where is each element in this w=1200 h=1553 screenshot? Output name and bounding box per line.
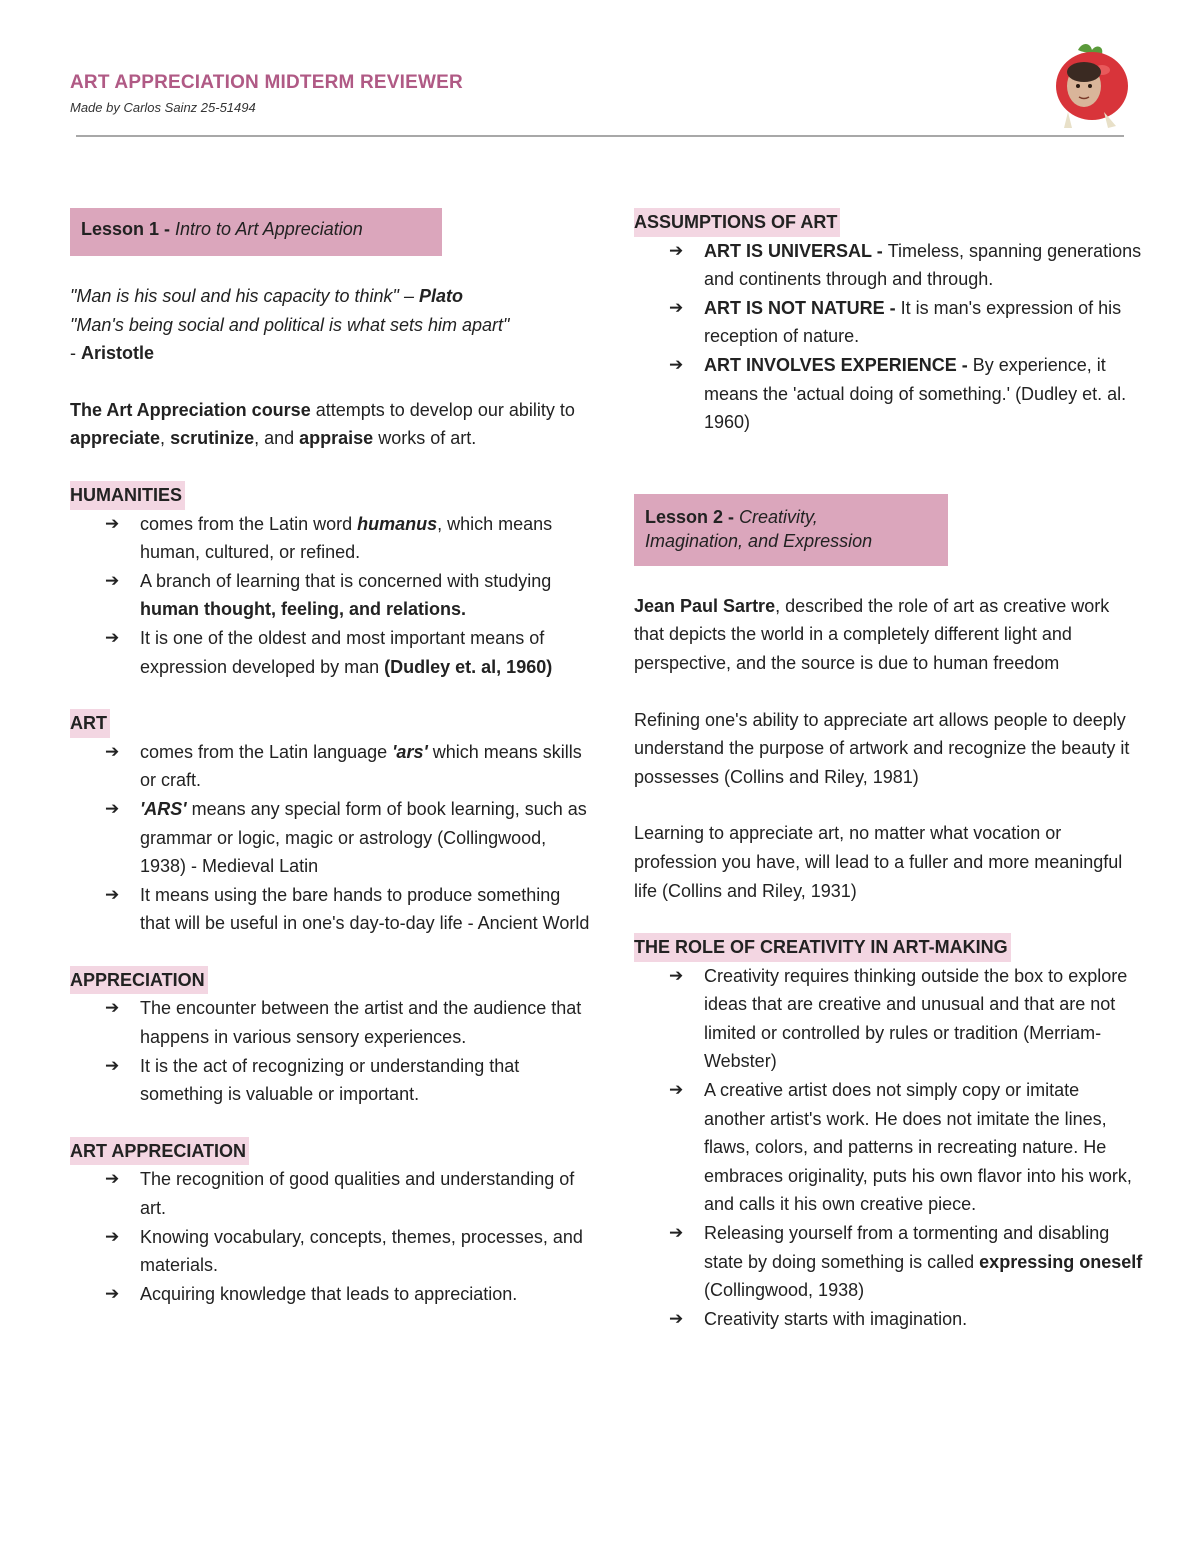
arrow-right-icon: ➔ <box>105 1283 120 1303</box>
list-item <box>105 738 590 795</box>
header-divider <box>76 135 1124 137</box>
creativity-list <box>634 962 1144 1334</box>
keyword: human thought, feeling, and relations. <box>140 599 467 620</box>
list-item <box>105 510 590 567</box>
keyword: 'ars' <box>392 741 428 762</box>
art-appreciation-list <box>70 1165 590 1308</box>
document-author: Made by Carlos Sainz 25-51494 <box>70 100 256 115</box>
arrow-right-icon: ➔ <box>105 627 120 647</box>
section-heading-humanities: HUMANITIES <box>70 481 185 510</box>
text-span: , <box>160 428 171 449</box>
lesson-number: Lesson 2 - <box>645 506 740 527</box>
section-heading-creativity: THE ROLE OF CREATIVITY IN ART-MAKING <box>634 933 1011 962</box>
text-span: Knowing vocabulary, concepts, themes, processes, and materials. <box>140 1226 583 1276</box>
arrow-right-icon: ➔ <box>669 1308 684 1328</box>
arrow-right-icon: ➔ <box>669 240 684 260</box>
section-heading-art-appreciation: ART APPRECIATION <box>70 1137 249 1166</box>
list-item <box>669 294 1144 351</box>
arrow-right-icon: ➔ <box>105 741 120 761</box>
quote-author: Aristotle <box>81 343 155 364</box>
arrow-right-icon: ➔ <box>105 998 120 1018</box>
lesson-title: Creativity, <box>739 506 818 527</box>
quote-text: "Man is his soul and his capacity to think" – <box>70 286 419 306</box>
assumptions-list <box>634 237 1144 437</box>
keyword: humanus <box>357 513 438 534</box>
text-span: A creative artist does not simply copy or imitate another artist's work. He does not imitate the lines, flaws, colors, and patterns in recreating nature. He embraces originality, puts his own flavor into his work, and calls it his own creative piece. <box>704 1080 1132 1215</box>
list-item <box>105 881 590 938</box>
arrow-right-icon: ➔ <box>669 297 684 317</box>
text-span: Creativity starts with imagination. <box>704 1308 968 1329</box>
course-name: The Art Appreciation course <box>70 399 311 420</box>
arrow-right-icon: ➔ <box>105 1169 120 1189</box>
arrow-right-icon: ➔ <box>105 1055 120 1075</box>
section-heading-assumptions: ASSUMPTIONS OF ART <box>634 208 840 237</box>
list-item <box>105 795 590 881</box>
text-span: The recognition of good qualities and understanding of art. <box>140 1169 575 1219</box>
keyword: appreciate <box>70 428 161 449</box>
humanities-list <box>70 510 590 682</box>
quote-aristotle <box>70 311 590 340</box>
list-item <box>105 1223 590 1280</box>
text-span: By experience, it means the 'actual doing of something.' (Dudley et. al. 1960) <box>704 354 1127 433</box>
lesson-number: Lesson 1 - <box>81 219 176 239</box>
text-span: attempts to develop our ability to <box>310 399 575 420</box>
text-span: It is man's expression of his reception of nature. <box>704 297 1122 347</box>
arrow-right-icon: ➔ <box>105 884 120 904</box>
text-span: which means skills or craft. <box>140 741 582 791</box>
lesson-1-banner <box>70 208 442 256</box>
text-span: The encounter between the artist and the audience that happens in various sensory experiences. <box>140 998 582 1048</box>
quote-dash: - <box>70 343 81 364</box>
list-item <box>105 1165 590 1222</box>
text-span: Creativity requires thinking outside the box to explore ideas that are creative and unusual and that are not limited or controlled by rules or tradition (Merriam-Webster) <box>704 965 1128 1072</box>
text-span: It is one of the oldest and most important means of expression developed by man <box>140 627 545 677</box>
sartre-paragraph <box>634 592 1144 678</box>
text-span: Timeless, spanning generations and continents through and through. <box>704 240 1142 290</box>
list-item <box>105 994 590 1051</box>
strawberry-logo <box>1048 40 1130 132</box>
quote-text: "Man's being social and political is what sets him apart" <box>70 314 510 335</box>
art-list <box>70 738 590 938</box>
keyword: ART IS NOT NATURE - <box>704 297 901 318</box>
lesson-2-banner <box>634 494 948 566</box>
quote-author: Plato <box>418 286 463 306</box>
text-span: , which means human, cultured, or refined. <box>140 513 553 563</box>
lesson-title: Intro to Art Appreciation <box>175 219 363 239</box>
section-heading-art: ART <box>70 709 110 738</box>
list-item <box>669 962 1144 1076</box>
list-item <box>669 1076 1144 1219</box>
appreciation-list <box>70 994 590 1108</box>
list-item <box>669 237 1144 294</box>
list-item <box>105 567 590 624</box>
arrow-right-icon: ➔ <box>105 513 120 533</box>
refining-paragraph: Refining one's ability to appreciate art allows people to deeply understand the purpose of artwork and recognize the beauty it possesses (Collins and Riley, 1981) <box>634 709 1130 787</box>
arrow-right-icon: ➔ <box>105 570 120 590</box>
text-span: , and <box>254 428 300 449</box>
text-span: It means using the bare hands to produce something that will be useful in one's day-to-day life - Ancient World <box>140 884 590 934</box>
list-item <box>669 1219 1144 1305</box>
left-column <box>70 208 590 1308</box>
lesson-title: Imagination, and Expression <box>645 530 873 551</box>
keyword: appraise <box>299 428 374 449</box>
learning-paragraph: Learning to appreciate art, no matter what vocation or profession you have, will lead to a fuller and more meaningful life (Collins and Riley, 1931) <box>634 823 1123 901</box>
quote-aristotle-author <box>70 339 590 368</box>
keyword: ART INVOLVES EXPERIENCE - <box>704 354 973 375</box>
keyword: Jean Paul Sartre <box>634 595 776 616</box>
text-span: A branch of learning that is concerned with studying <box>140 570 552 591</box>
text-span: comes from the Latin word <box>140 513 358 534</box>
keyword: scrutinize <box>170 428 255 449</box>
list-item <box>105 1052 590 1109</box>
text-span: Acquiring knowledge that leads to appreciation. <box>140 1283 518 1304</box>
text-span: works of art. <box>373 428 477 449</box>
text-span: means any special form of book learning, such as grammar or logic, magic or astrology (Collingwood, 1938) - Medieval Latin <box>140 798 587 877</box>
text-span: , described the role of art as creative work that depicts the world in a completely different light and perspective, and the source is due to human freedom <box>634 595 1110 673</box>
quote-plato <box>70 282 590 311</box>
citation: (Dudley et. al, 1960) <box>384 656 553 677</box>
list-item <box>105 624 590 681</box>
arrow-right-icon: ➔ <box>669 1223 684 1243</box>
text-span: It is the act of recognizing or understanding that something is valuable or important. <box>140 1055 520 1105</box>
arrow-right-icon: ➔ <box>669 965 684 985</box>
right-column <box>634 208 1144 1333</box>
keyword: 'ARS' <box>140 798 187 819</box>
document-title: ART APPRECIATION MIDTERM REVIEWER <box>70 72 463 93</box>
course-description <box>70 396 590 453</box>
list-item <box>105 1280 590 1309</box>
arrow-right-icon: ➔ <box>669 354 684 374</box>
section-heading-appreciation: APPRECIATION <box>70 966 208 995</box>
text-span: comes from the Latin language <box>140 741 393 762</box>
arrow-right-icon: ➔ <box>669 1080 684 1100</box>
arrow-right-icon: ➔ <box>105 1226 120 1246</box>
arrow-right-icon: ➔ <box>105 798 120 818</box>
keyword: ART IS UNIVERSAL - <box>704 240 888 261</box>
text-span: Releasing yourself from a tormenting and disabling state by doing something is called <box>704 1223 1110 1272</box>
list-item <box>669 1305 1144 1334</box>
keyword: expressing oneself <box>979 1251 1143 1272</box>
text-span: (Collingwood, 1938) <box>704 1280 865 1301</box>
list-item <box>669 351 1144 437</box>
